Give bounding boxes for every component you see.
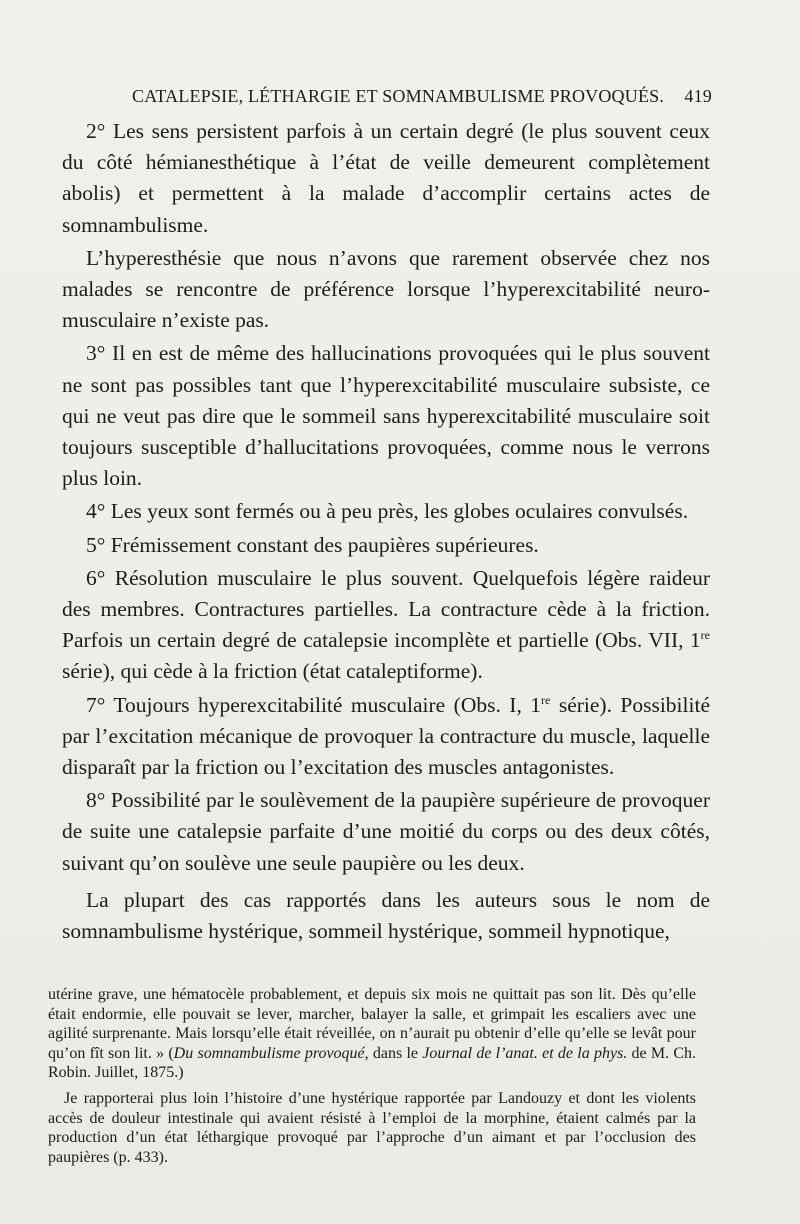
footnote-continuation [48,985,696,1083]
footnote-text: , dans le [364,1044,423,1062]
footnote-journal-italic: Journal de l’anat. et de la phys. [422,1044,628,1062]
main-text [62,116,710,949]
paragraph-conclusion: La plupart des cas rapportés dans les auteurs sous le nom de somnambulisme hystérique, sommeil hystérique, sommeil hypnotique, [62,887,710,944]
footnote-text: utérine grave, une hématocèle probablement, et depuis six mois ne quittait pas son lit. Dès qu’elle était endormie, elle pouvait se lever, marcher, balayer la salle, et grimpait les escaliers avec une agilité surprenante. Mais lorsqu’elle était réveillée, on n’aurait pu obtenir d’elle qu’elle se levât pour qu’on fît son lit. » ( [48,986,696,1062]
footnotes [48,985,696,1167]
paragraph-item-5: 5° Frémissement constant des paupières supérieures. [86,532,539,557]
paragraph-item-3: 3° Il en est de même des hallucinations provoquées qui le plus souvent ne sont pas possibles tant que l’hyperexcitabilité musculaire subsiste, ce qui ne veut pas dire que le sommeil sans hyperexcitabilité musculaire soit toujours susceptible d’hallucitations provoquées, comme nous le verrons plus loin. [62,341,710,491]
paragraph-item-4: 4° Les yeux sont fermés ou à peu près, les globes oculaires convulsés. [86,499,689,524]
footnote-title-italic: Du somnambulisme provoqué [173,1044,365,1062]
paragraph-item-6: 6° Résolution musculaire le plus souvent. Quelquefois légère raideur des membres. Contractures partielles. La contracture cède à la friction. Parfois un certain degré de catalepsie incomplète et partielle (Obs. VII, 1re série), qui cède à la friction (état cataleptiforme). [62,565,710,684]
paragraph-item-7: 7° Toujours hyperexcitabilité musculaire (Obs. I, 1re série). Possibilité par l’excitation mécanique de provoquer la contracture du muscle, laquelle disparaît par la friction ou l’excitation des muscles antagonistes. [62,692,710,780]
footnote-text: de M. Ch. Robin. Juillet, 1875.) [48,1044,697,1082]
paragraph-item-2: 2° Les sens persistent parfois à un certain degré (le plus souvent ceux du côté hémianesthétique à l’état de veille demeurent complètement abolis) et permettent à la malade d’accomplir certains actes de somnambulisme. [62,119,710,237]
running-title: CATALEPSIE, LÉTHARGIE ET SOMNAMBULISME PROVOQUÉS. [132,86,665,106]
paragraph-item-8: 8° Possibilité par le soulèvement de la paupière supérieure de provoquer de suite une catalepsie parfaite d’une moitié du corps ou des deux côtés, suivant qu’on soulève une seule paupière ou les deux. [62,788,710,875]
page-number: 419 [684,86,712,106]
paragraph-hyperesthesia: L’hyperesthésie que nous n’avons que rarement observée chez nos malades se rencontre de préférence lorsque l’hyperexcitabilité neuro-musculaire n’existe pas. [62,245,710,333]
footnote-landouzy: Je rapporterai plus loin l’histoire d’une hystérique rapportée par Landouzy et dont les violents accès de douleur intestinale qui avaient résisté à l’emploi de la morphine, étaient calmés par la production d’un état léthargique provoqué par l’approche d’un aimant et par l’occlusion des paupières (p. 433). [48,1089,696,1166]
